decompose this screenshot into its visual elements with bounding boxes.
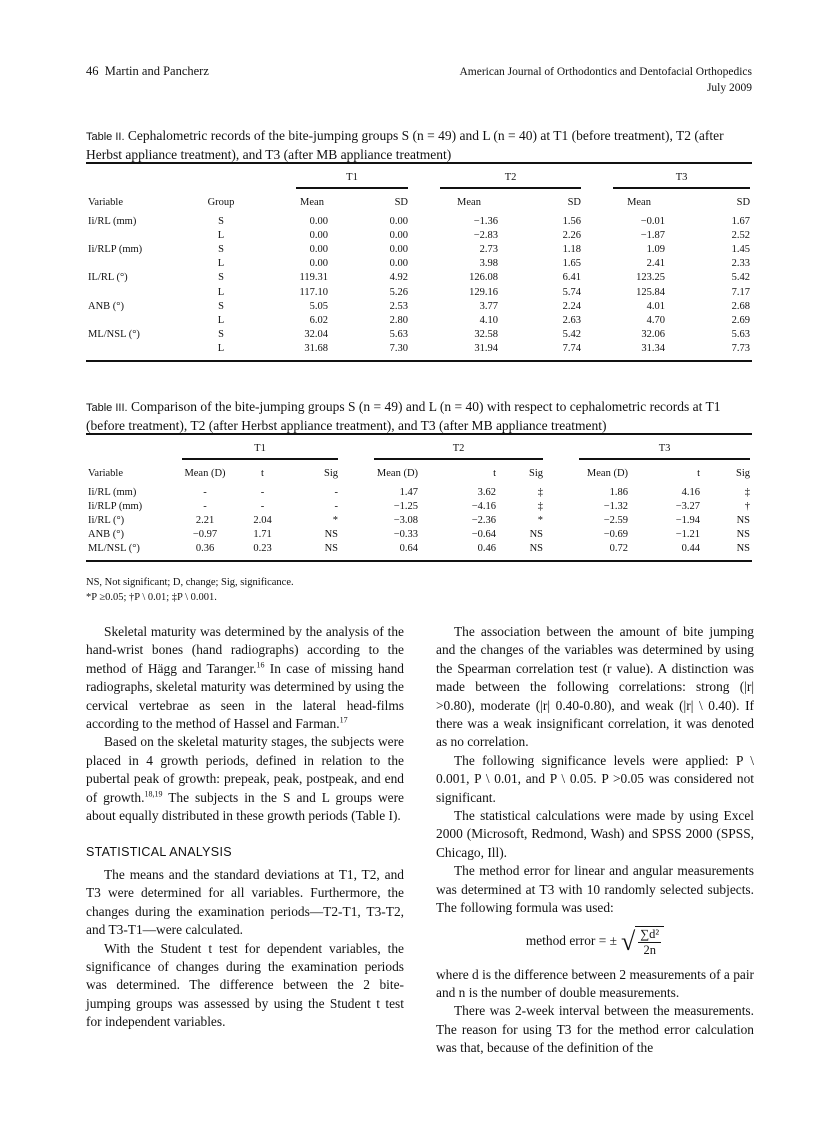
- table-cell: −0.64: [471, 529, 497, 541]
- table3-footnotes: [86, 575, 294, 605]
- table-cell: 2.52: [731, 229, 751, 241]
- footnote-significance: *P ≥0.05; †P \ 0.01; ‡P \ 0.001.: [86, 592, 217, 603]
- col-header: t: [261, 467, 264, 479]
- table-cell: 2.33: [731, 258, 751, 270]
- table-cell: NS: [324, 543, 339, 555]
- table-row: [86, 499, 752, 513]
- table-cell: -: [260, 486, 265, 498]
- table-cell: Ii/RL (mm): [88, 486, 137, 498]
- table-cell: 5.42: [731, 272, 751, 284]
- col-header: SD: [394, 196, 409, 208]
- table-cell: NS: [324, 529, 339, 541]
- table-cell: [86, 257, 176, 271]
- table-cell: 1.09: [646, 243, 666, 255]
- t2-group-t3: T3: [613, 166, 750, 189]
- table-cell: †: [744, 500, 751, 512]
- table-cell: 5.74: [562, 286, 582, 298]
- table-cell: 7.17: [731, 286, 751, 298]
- table-cell: -: [203, 486, 207, 498]
- col-header: Variable: [88, 467, 123, 479]
- table-cell: [86, 285, 176, 299]
- square-root: √ $\frac{\text{∑d²}}{2n}$: [621, 926, 664, 958]
- col-header: Mean: [627, 196, 651, 208]
- table-cell: 2.69: [731, 314, 751, 326]
- table-cell: -: [334, 486, 339, 498]
- journal-name: American Journal of Orthodontics and Dentofacial Orthopedics: [459, 66, 752, 78]
- table-cell: 32.06: [641, 329, 666, 341]
- table-cell: 5.26: [389, 286, 409, 298]
- table-row: [86, 214, 752, 228]
- table-cell: NS: [529, 543, 544, 555]
- table-cell: L: [217, 229, 225, 241]
- table-cell: 1.86: [609, 486, 629, 498]
- table-cell: 2.80: [389, 314, 409, 326]
- table-cell: S: [218, 329, 224, 341]
- col-header: Sig: [529, 467, 544, 479]
- table-cell: L: [217, 314, 225, 326]
- table-cell: 0.00: [309, 258, 328, 270]
- table-cell: −2.83: [473, 229, 499, 241]
- table-cell: 7.30: [389, 343, 409, 355]
- formula-denominator: 2n: [643, 942, 656, 957]
- table-cell: 0.72: [609, 543, 629, 555]
- col-header: Mean (D): [184, 467, 226, 479]
- paragraph: The means and the standard deviations at T1, T2, and T3 were determined for all variables. Furthermore, the changes during the examination periods—T2-T1, T3-T2, and T3-T1—were calculated.: [86, 866, 404, 938]
- table-row: [86, 271, 752, 285]
- table-cell: −1.21: [675, 529, 701, 541]
- table-cell: 1.47: [399, 486, 419, 498]
- table-cell: 6.41: [562, 272, 582, 284]
- table-cell: -: [260, 500, 265, 512]
- table-cell: −1.32: [603, 500, 629, 512]
- text: The subjects in the S and L groups were about equally distributed in these growth periods (Table I).: [86, 789, 404, 824]
- table-cell: 3.98: [479, 258, 499, 270]
- table-cell: 0.00: [389, 243, 409, 255]
- table-cell: ML/NSL (°): [88, 329, 140, 341]
- table-cell: 4.92: [389, 272, 409, 284]
- table-cell: 32.58: [474, 329, 499, 341]
- table-cell: 126.08: [469, 272, 499, 284]
- table-cell: 2.53: [389, 300, 409, 312]
- table-cell: 31.34: [641, 343, 666, 355]
- paragraph: The statistical calculations were made by using Excel 2000 (Microsoft, Redmond, Wash) and SPSS 2000 (SPSS, Chicago, Ill).: [436, 808, 754, 860]
- table-cell: 5.63: [389, 329, 409, 341]
- text: In case of missing hand radiographs, skeletal maturity was determined by using the cervical vertebrae as seen in the lateral head-films according to the method of Hassel and Farman.: [86, 660, 404, 732]
- table-cell: 123.25: [636, 272, 666, 284]
- table-cell: S: [218, 272, 224, 284]
- citation: 16: [256, 660, 265, 670]
- table-cell: 1.18: [562, 243, 582, 255]
- formula-label: method error = ±: [525, 933, 617, 949]
- table-cell: −0.97: [192, 529, 218, 541]
- table-cell: NS: [736, 514, 751, 526]
- table-cell: NS: [736, 543, 751, 555]
- table-row: [86, 328, 752, 342]
- citation: 18,19: [144, 789, 163, 799]
- table2-header-row: [86, 190, 752, 214]
- table-row: [86, 513, 752, 527]
- table3-header-row: [86, 461, 752, 485]
- table-cell: ‡: [537, 486, 544, 498]
- table-row: [86, 342, 752, 356]
- table-row: [86, 228, 752, 242]
- t2-group-t1: T1: [296, 166, 408, 189]
- table-cell: 0.36: [195, 543, 215, 555]
- table-cell: Ii/RLP (mm): [88, 243, 143, 255]
- paragraph: The method error for linear and angular measurements was determined at T3 with 10 randomly selected subjects. The following formula was used:: [436, 863, 754, 916]
- table-cell: 3.62: [477, 486, 497, 498]
- table-cell: 2.26: [562, 229, 582, 241]
- table-cell: −0.69: [603, 529, 629, 541]
- footnote-abbreviations: NS, Not significant; D, change; Sig, significance.: [86, 577, 294, 588]
- section-heading: STATISTICAL ANALYSIS: [86, 845, 232, 860]
- table-cell: NS: [736, 529, 751, 541]
- table-cell: 2.21: [195, 514, 215, 526]
- table-cell: 117.10: [299, 286, 328, 298]
- table-cell: 1.71: [253, 529, 272, 541]
- table-cell: −0.33: [393, 529, 419, 541]
- table3-caption-text: Comparison of the bite-jumping groups S (n = 49) and L (n = 40) with respect to cephalometric records at T1 (before treatment), T2 (after Herbst appliance treatment), and T3 (after MB appliance treatment): [86, 399, 721, 433]
- issue-date: July 2009: [706, 82, 752, 94]
- paragraph: The following significance levels were applied: P \ 0.001, P \ 0.01, and P \ 0.05. P >0.05 was considered not significant.: [436, 752, 754, 805]
- table-cell: S: [218, 243, 224, 255]
- table-cell: 129.16: [469, 286, 499, 298]
- table-cell: 3.77: [479, 300, 499, 312]
- table-cell: *: [332, 514, 339, 526]
- table-cell: 2.41: [646, 258, 666, 270]
- formula-numerator: ∑d²: [640, 926, 660, 941]
- table-cell: 2.73: [479, 243, 499, 255]
- col-header: Mean (D): [586, 467, 629, 479]
- t3-group-t2: T2: [374, 437, 543, 460]
- table-cell: −2.36: [471, 514, 497, 526]
- table-cell: 5.63: [731, 329, 751, 341]
- table-cell: 2.24: [562, 300, 582, 312]
- table3: [86, 433, 752, 562]
- table-row: [86, 528, 752, 542]
- table-cell: −1.25: [393, 500, 419, 512]
- col-header: SD: [567, 196, 582, 208]
- table-cell: L: [217, 286, 225, 298]
- table-cell: ‡: [537, 500, 544, 512]
- table2: [86, 162, 752, 362]
- table-cell: 4.70: [646, 314, 666, 326]
- t2-group-t2: T2: [440, 166, 581, 189]
- table-cell: 5.05: [309, 300, 328, 312]
- table-cell: 32.04: [304, 329, 328, 341]
- table-cell: Ii/RL (°): [88, 514, 125, 526]
- table-cell: 125.84: [636, 286, 666, 298]
- table-cell: 0.23: [253, 543, 272, 555]
- table-cell: -: [203, 500, 207, 512]
- paragraph: With the Student t test for dependent variables, the significance of changes during the examination periods was determined. The difference between the 2 bite-jumping groups was assessed by using the Student t test for independent variables.: [86, 940, 404, 1030]
- col-header: Mean: [457, 196, 481, 208]
- table-cell: −3.08: [393, 514, 419, 526]
- running-header-right: [459, 64, 752, 96]
- table-row: [86, 485, 752, 499]
- table-cell: 119.31: [299, 272, 328, 284]
- table-cell: 5.42: [562, 329, 582, 341]
- table-cell: 0.00: [389, 215, 409, 227]
- table2-caption: [86, 127, 754, 163]
- table-cell: 1.45: [731, 243, 751, 255]
- method-error-formula: [436, 918, 754, 966]
- paragraph: [86, 733, 404, 825]
- t3-group-t1: T1: [182, 437, 338, 460]
- table-row: [86, 299, 752, 313]
- left-column: [86, 623, 404, 1032]
- running-header-left: [86, 64, 209, 79]
- table-cell: Ii/RL (mm): [88, 215, 137, 227]
- table-cell: −0.01: [640, 215, 666, 227]
- table-cell: 0.46: [477, 543, 497, 555]
- table-cell: 0.64: [399, 543, 419, 555]
- table-cell: [86, 313, 176, 327]
- col-header: Mean: [300, 196, 324, 208]
- table-cell: *: [537, 514, 544, 526]
- table-cell: ML/NSL (°): [88, 543, 140, 555]
- table-cell: ANB (°): [88, 300, 124, 312]
- col-header: Mean (D): [376, 467, 419, 479]
- table-cell: 2.04: [253, 514, 272, 526]
- table-row: [86, 542, 752, 556]
- table-cell: ‡: [744, 486, 751, 498]
- table-cell: 4.16: [681, 486, 701, 498]
- table-cell: 7.73: [731, 343, 751, 355]
- table-cell: −2.59: [603, 514, 629, 526]
- table-cell: [86, 342, 176, 356]
- table-cell: 0.00: [309, 215, 328, 227]
- table-cell: 31.94: [474, 343, 499, 355]
- text: Skeletal maturity was determined by the analysis of the hand-wrist bones (hand radiographs) according to the method of Hägg and Taranger.: [86, 624, 404, 676]
- table-cell: 4.01: [646, 300, 666, 312]
- table-cell: 2.63: [562, 314, 582, 326]
- table-row: [86, 285, 752, 299]
- table3-label: Table III.: [86, 402, 128, 414]
- paragraph: The association between the amount of bite jumping and the changes of the variables was determined by using the Spearman correlation test (r value). A distinction was made between the following correlations: strong (|r| >0.80), moderate (|r| 0.40-0.80), and weak (|r| \ 0.40). If there was a weak insignificant correlation, it was denoted as no correlation.: [436, 624, 754, 750]
- table2-caption-text: Cephalometric records of the bite-jumping groups S (n = 49) and L (n = 40) at T1 (before treatment), T2 (after Herbst appliance treatment), and T3 (after MB appliance treatment): [86, 128, 724, 162]
- table-cell: 2.68: [731, 300, 751, 312]
- table-cell: ANB (°): [88, 529, 124, 541]
- table-cell: −4.16: [471, 500, 497, 512]
- table-cell: −1.87: [640, 229, 666, 241]
- table-row: [86, 257, 752, 271]
- table-cell: 1.65: [562, 258, 582, 270]
- table-cell: [86, 228, 176, 242]
- table-cell: 0.00: [309, 243, 328, 255]
- col-header: SD: [736, 196, 751, 208]
- table-cell: −1.94: [675, 514, 701, 526]
- table-cell: NS: [529, 529, 544, 541]
- col-header: Variable: [88, 196, 123, 208]
- col-header: Group: [207, 196, 235, 208]
- col-header: Sig: [324, 467, 339, 479]
- table-cell: L: [217, 258, 225, 270]
- col-header: t: [697, 467, 701, 479]
- table-cell: S: [218, 300, 224, 312]
- table-cell: 0.44: [681, 543, 701, 555]
- table-cell: −3.27: [675, 500, 701, 512]
- table-cell: 6.02: [309, 314, 328, 326]
- table-cell: IL/RL (°): [88, 272, 128, 284]
- table-cell: Ii/RLP (mm): [88, 500, 143, 512]
- right-column: [436, 623, 754, 1058]
- table-cell: 31.68: [304, 343, 328, 355]
- page-number: 46: [86, 64, 99, 78]
- col-header: Sig: [736, 467, 751, 479]
- table-cell: 7.74: [562, 343, 582, 355]
- table-row: [86, 242, 752, 256]
- table-row: [86, 313, 752, 327]
- paragraph: where d is the difference between 2 measurements of a pair and n is the number of double measurements.: [436, 966, 755, 1000]
- table-cell: 0.00: [309, 229, 328, 241]
- table2-label: Table II.: [86, 131, 125, 143]
- table3-caption: [86, 398, 754, 434]
- text: Based on the skeletal maturity stages, the subjects were placed in 4 growth periods, defined in relation to the pubertal peak of growth: prepeak, peak, postpeak, and end of growth.: [86, 734, 404, 805]
- table-cell: 1.67: [731, 215, 751, 227]
- table-cell: -: [334, 500, 339, 512]
- col-header: t: [493, 467, 497, 479]
- authors: Martin and Pancherz: [104, 64, 209, 78]
- citation: 17: [339, 715, 348, 725]
- paragraph: There was 2-week interval between the measurements. The reason for using T3 for the method error calculation was that, because of the definition of the: [436, 1003, 754, 1056]
- table-cell: 4.10: [479, 314, 499, 326]
- table-cell: 1.56: [562, 215, 582, 227]
- table-cell: 0.00: [389, 258, 409, 270]
- paragraph: [86, 623, 404, 733]
- table-cell: 0.00: [389, 229, 409, 241]
- table-cell: −1.36: [473, 215, 499, 227]
- table-cell: S: [218, 215, 224, 227]
- t3-group-t3: T3: [579, 437, 750, 460]
- table-cell: L: [217, 343, 225, 355]
